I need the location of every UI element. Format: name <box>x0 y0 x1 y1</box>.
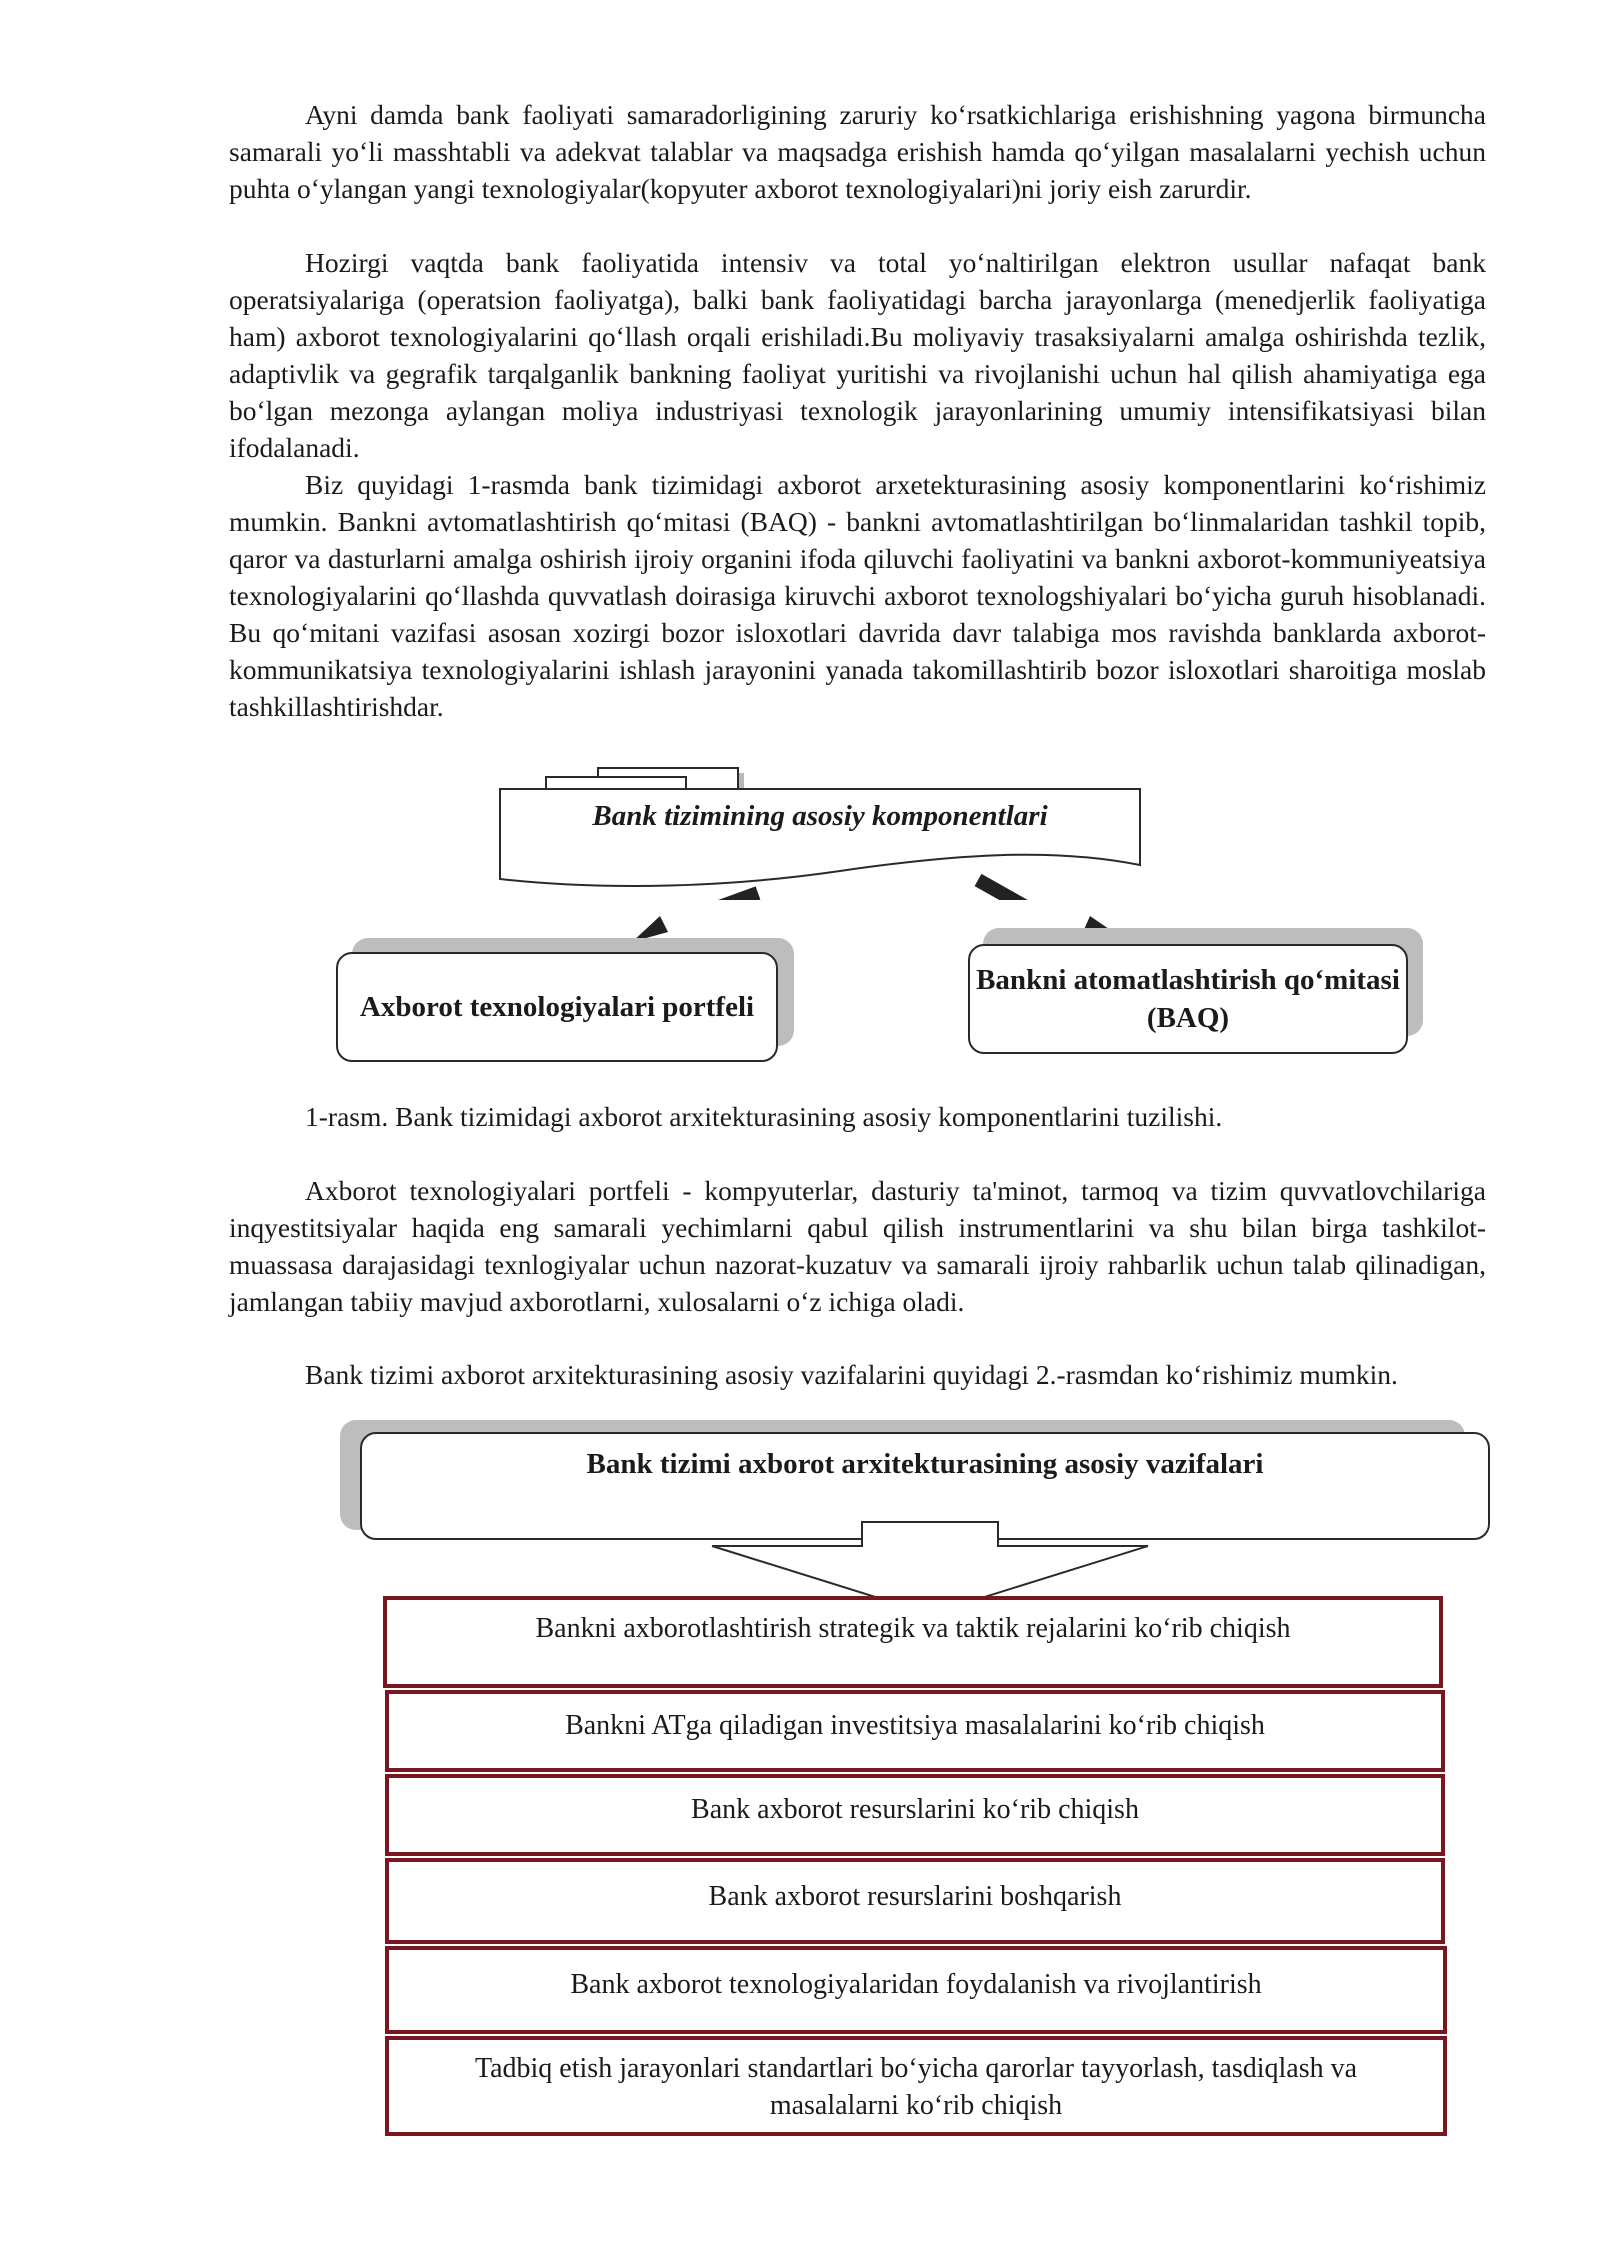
figure-1-caption: 1-rasm. Bank tizimidagi axborot arxitekturasining asosiy komponentlarini tuzilishi. <box>305 1101 1223 1132</box>
it-portfolio-box: Axborot texnologiyalari portfeli <box>336 952 778 1062</box>
task-item-3: Bank axborot resurslarini ko‘rib chiqish <box>385 1774 1445 1856</box>
paragraph-3: Biz quyidagi 1-rasmda bank tizimidagi axborot arxetekturasining asosiy komponentlarini ko‘rishimiz mumkin. Bankni avtomatlashtirish qo‘mitasi (BAQ) - bankni avtomatlashtirilgan bo‘linmalaridan tashkil topib, qaror va dasturlarni amalga oshirish ijroiy organini ifoda qiluvchi faoliyatini va bankni axborot-kommuniyeatsiya texnologiyalarini qo‘llashda quvvatlash doirasiga kiruvchi axborot texnologshiyalari bo‘yicha guruh hisoblanadi. Bu qo‘mitani vazifasi asosan xozirgi bozor isloxotlari davrida davr talabiga mos ravishda banklarda axborot-kommunikatsiya texnologiyalarini ishlash jarayonini yanada takomillashtirib bozor isloxotlari sharoitiga moslab tashkillashtirishdar. <box>229 469 1486 722</box>
task-item-5: Bank axborot texnologiyalaridan foydalanish va rivojlantirish <box>385 1946 1447 2034</box>
paragraph-2: Hozirgi vaqtda bank faoliyatida intensiv va total yo‘naltirilgan elektron usullar nafaqat bank operatsiyalariga (operatsion faoliyatga), balki bank faoliyatidagi barcha jarayonlarga (menedjerlik faoliyatiga ham) axborot texnologiyalarini qo‘llash orqali erishiladi.Bu moliyaviy trasaksiyalarni amalga oshirishda tezlik, adaptivlik va gegrafik tarqalganlik bankning faoliyat yuritishi va rivojlanishi uchun hal qilish ahamiyatiga ega bo‘lgan mezonga aylangan moliya industriyasi texnologik jarayonlarining umumiy intensifikatsiyasi bilan ifodalanadi. <box>229 247 1486 463</box>
paragraph-4: Axborot texnologiyalari portfeli - kompyuterlar, dasturiy ta'minot, tarmoq va tizim quvvatlovchilariga inqyestitsiyalar haqida eng samarali yechimlarni qabul qilish instrumentlarini va shu bilan birga tashkilot-muassasa darajasidagi texnlogiyalar uchun nazorat-kuzatuv va samarali ijroiy rahbarlik uchun talab qilinadigan, jamlangan tabiiy mavjud axborotlarni, xulosalarni o‘z ichiga oladi. <box>229 1175 1486 1317</box>
task-item-6: Tadbiq etish jarayonlari standartlari bo‘yicha qarorlar tayyorlash, tasdiqlash va masalalarni ko‘rib chiqish <box>385 2036 1447 2136</box>
paragraph-5: Bank tizimi axborot arxitekturasining asosiy vazifalarini quyidagi 2.-rasmdan ko‘rishimiz mumkin. <box>305 1359 1398 1390</box>
figure-1-title: Bank tizimining asosiy komponentlari <box>592 800 1048 832</box>
figure-2-title: Bank tizimi axborot arxitekturasining asosiy vazifalari <box>360 1432 1490 1540</box>
paragraph-1: Ayni damda bank faoliyati samaradorligining zaruriy ko‘rsatkichlariga erishishning yagona birmuncha samarali yo‘li masshtabli va adekvat talablar va maqsadga erishish hamda qo‘yilgan masalalarni yechish uchun puhta o‘ylangan yangi texnologiyalar(kopyuter axborot texnologiyalari)ni joriy eish zarurdir. <box>229 99 1486 204</box>
task-item-2: Bankni ATga qiladigan investitsiya masalalarini ko‘rib chiqish <box>385 1690 1445 1772</box>
task-item-4: Bank axborot resurslarini boshqarish <box>385 1858 1445 1944</box>
task-item-1: Bankni axborotlashtirish strategik va taktik rejalarini ko‘rib chiqish <box>383 1596 1443 1688</box>
baq-box: Bankni atomatlashtirish qo‘mitasi (BAQ) <box>968 944 1408 1054</box>
